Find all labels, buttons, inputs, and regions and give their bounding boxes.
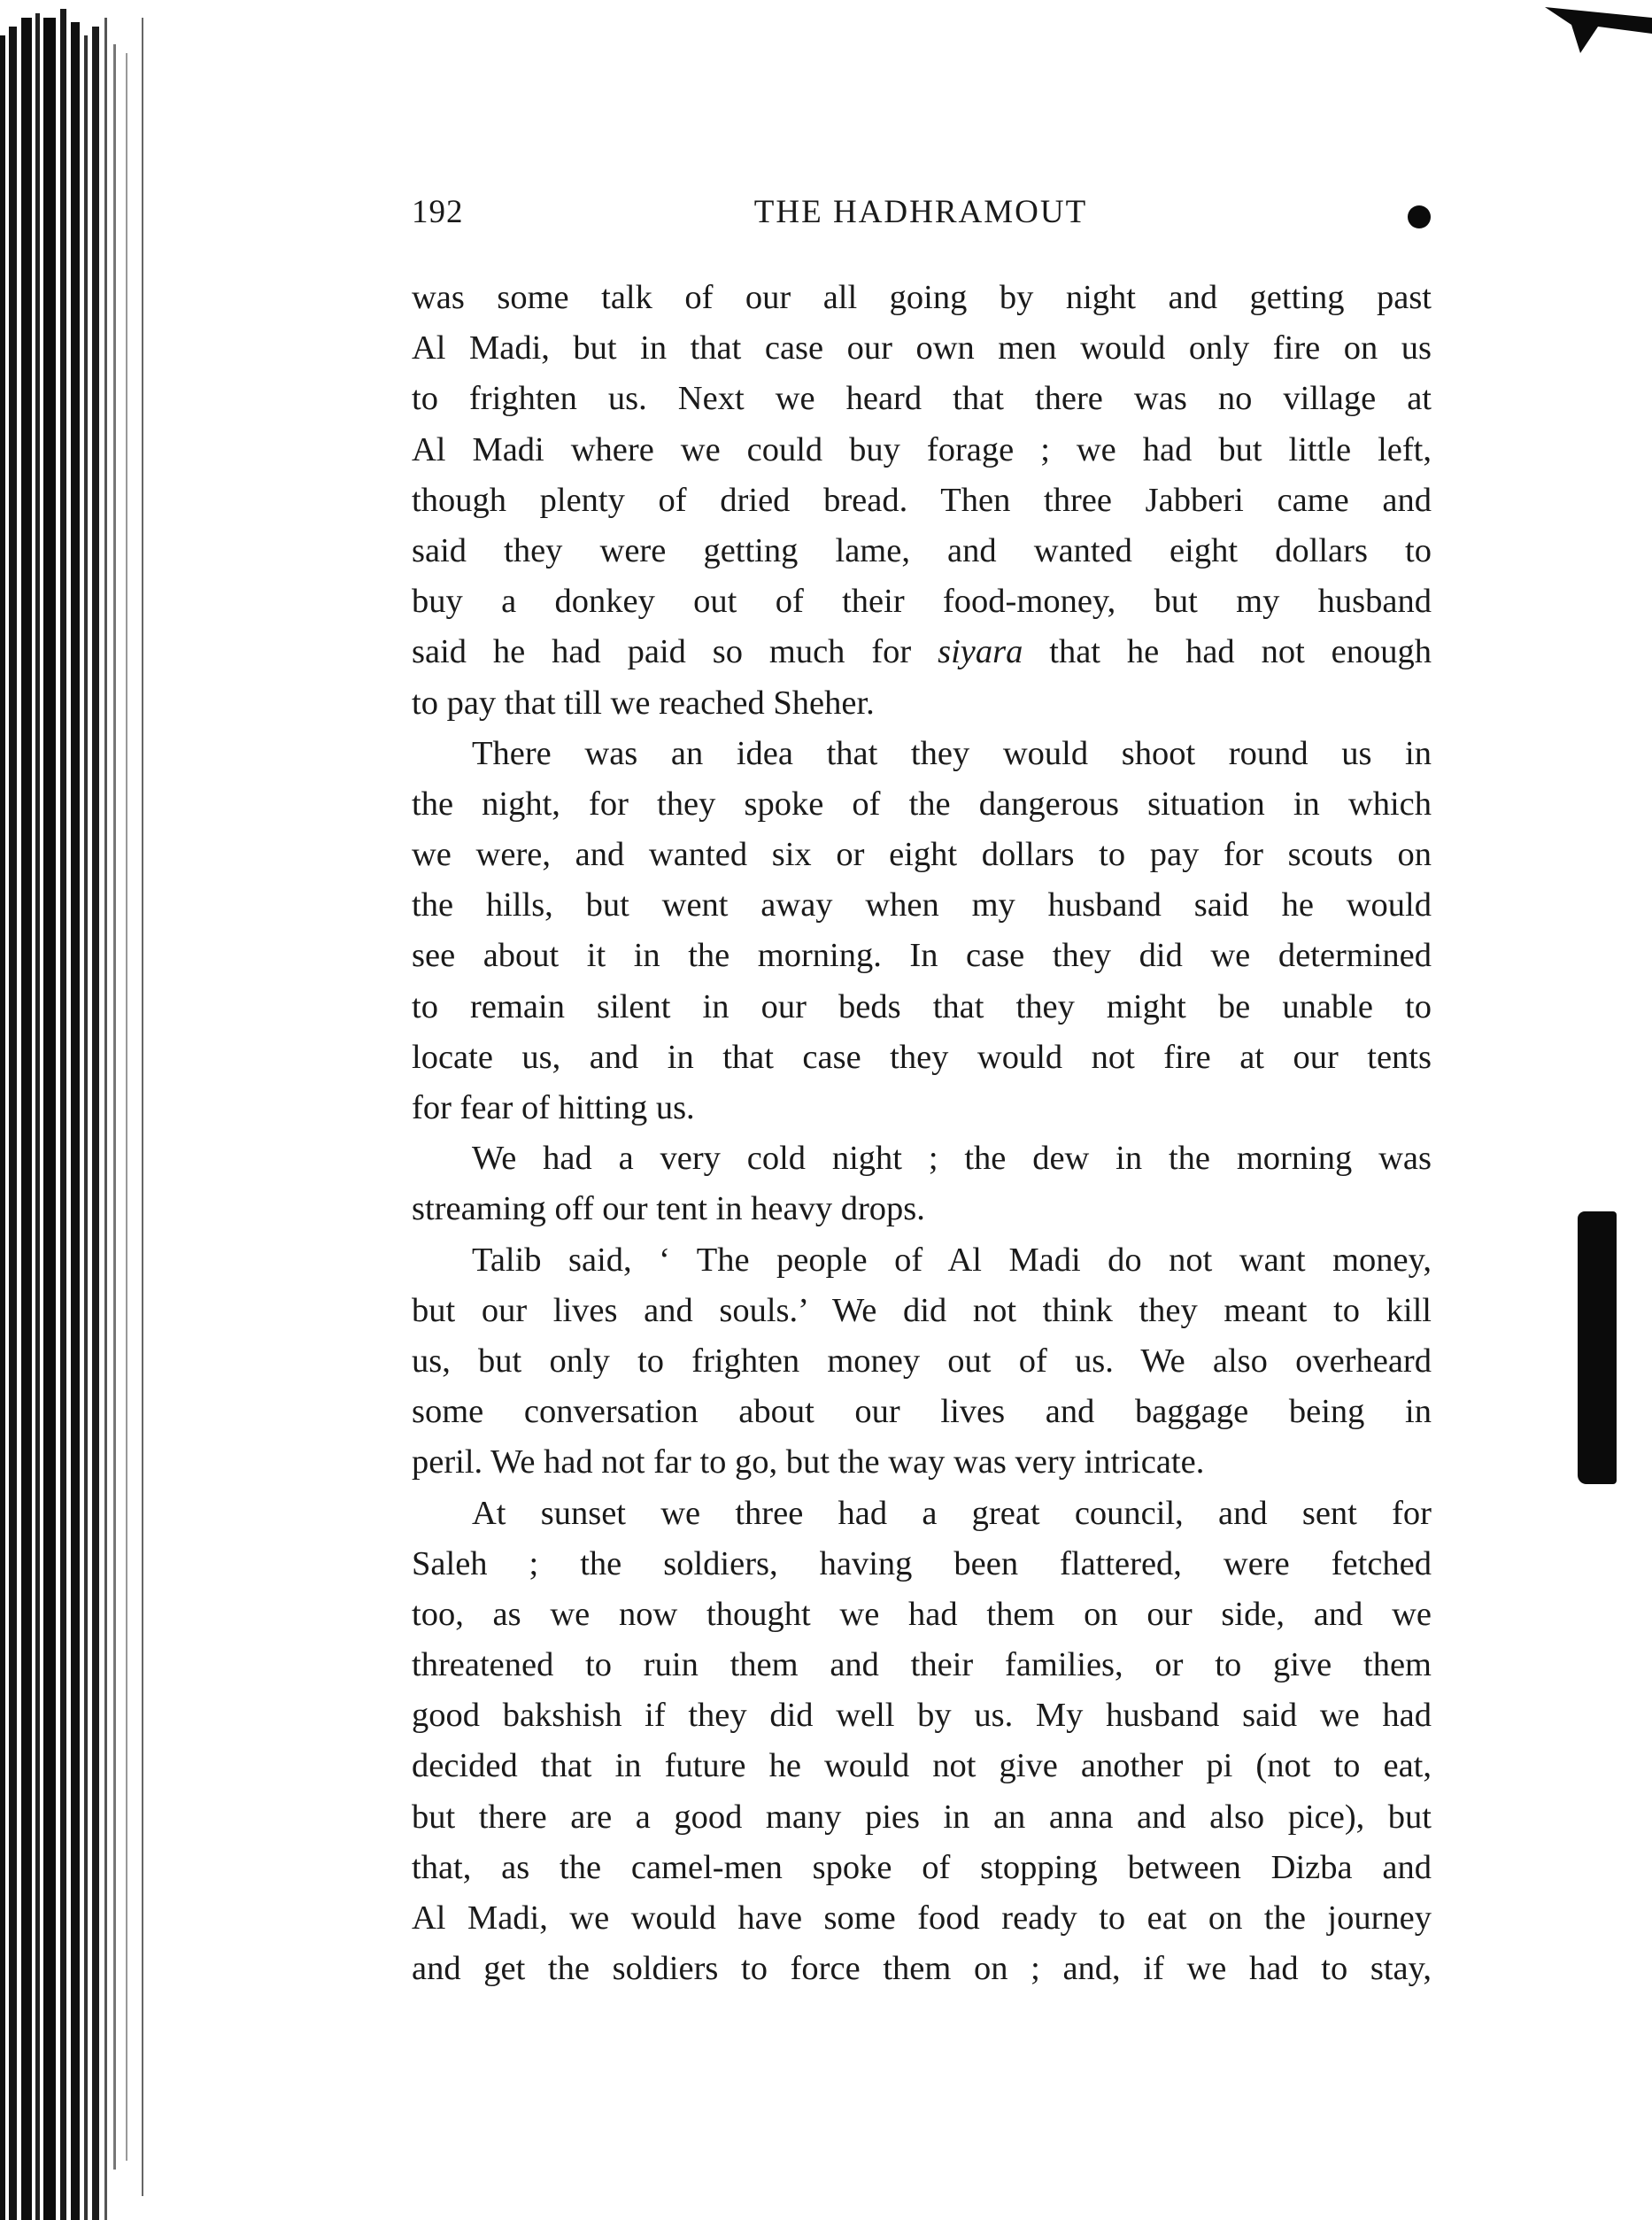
text-line: some conversation about our lives and baggage being in bbox=[412, 1393, 1432, 1431]
siyara-italic: siyara bbox=[938, 633, 1023, 671]
scan-edge-mark bbox=[1578, 1211, 1617, 1484]
text-line: Saleh ; the soldiers, having been flattered, were fetched bbox=[412, 1544, 1432, 1582]
text-line: to frighten us. Next we heard that there was no village at bbox=[412, 380, 1432, 418]
text-line: streaming off our tent in heavy drops. bbox=[412, 1190, 925, 1228]
paragraph-start: At sunset we three had a great council, and sent for bbox=[472, 1494, 1432, 1532]
text-line: Al Madi, but in that case our own men would only fire on us bbox=[412, 329, 1432, 367]
text-line: buy a donkey out of their food-money, but my husband bbox=[412, 583, 1432, 621]
text-line: too, as we now thought we had them on our side, and we bbox=[412, 1595, 1432, 1633]
page-header bbox=[412, 193, 1430, 246]
text-line: see about it in the morning. In case they did we determined bbox=[412, 937, 1432, 975]
text-line: though plenty of dried bread. Then three Jabberi came and bbox=[412, 481, 1432, 519]
text-line: but there are a good many pies in an anna and also pice), but bbox=[412, 1798, 1432, 1836]
text-line-siyara bbox=[412, 627, 1432, 677]
text-line: said they were getting lame, and wanted eight dollars to bbox=[412, 531, 1432, 569]
siyara-line-after: that he had not enough bbox=[1023, 633, 1432, 671]
text-line: Al Madi where we could buy forage ; we had but little left, bbox=[412, 430, 1432, 468]
page-number: 192 bbox=[412, 194, 464, 230]
text-line: Al Madi, we would have some food ready to eat on the journey bbox=[412, 1899, 1432, 1937]
scan-binding-shadow bbox=[0, 0, 159, 2220]
corner-mark bbox=[1545, 0, 1652, 62]
text-line: good bakshish if they did well by us. My husband said we had bbox=[412, 1697, 1432, 1735]
body-text bbox=[412, 273, 1432, 1994]
text-line: we were, and wanted six or eight dollars to pay for scouts on bbox=[412, 836, 1432, 874]
paragraph-start: Talib said, ‘ The people of Al Madi do not want money, bbox=[472, 1241, 1432, 1279]
text-line: to pay that till we reached Sheher. bbox=[412, 684, 875, 722]
text-line: the night, for they spoke of the dangerous situation in which bbox=[412, 785, 1432, 823]
text-line: and get the soldiers to force them on ; and, if we had to stay, bbox=[412, 1950, 1432, 1988]
text-line: but our lives and souls.’ We did not think they meant to kill bbox=[412, 1291, 1432, 1329]
text-line: for fear of hitting us. bbox=[412, 1089, 695, 1126]
text-line: to remain silent in our beds that they might be unable to bbox=[412, 987, 1432, 1025]
text-line: that, as the camel-men spoke of stopping between Dizba and bbox=[412, 1848, 1432, 1886]
text-line: the hills, but went away when my husband said he would bbox=[412, 886, 1432, 924]
text-line: decided that in future he would not give another pi (not to eat, bbox=[412, 1747, 1432, 1785]
paragraph-start: We had a very cold night ; the dew in the morning was bbox=[472, 1140, 1432, 1178]
text-line: peril. We had not far to go, but the way was very intricate. bbox=[412, 1443, 1205, 1481]
siyara-line-before: said he had paid so much for bbox=[412, 633, 938, 671]
text-line: threatened to ruin them and their families, or to give them bbox=[412, 1646, 1432, 1684]
text-line: was some talk of our all going by night and getting past bbox=[412, 279, 1432, 316]
running-title: THE HADHRAMOUT bbox=[753, 194, 1088, 230]
text-line: locate us, and in that case they would not fire at our tents bbox=[412, 1038, 1432, 1076]
text-line: us, but only to frighten money out of us. We also overheard bbox=[412, 1342, 1432, 1380]
paragraph-start: There was an idea that they would shoot round us in bbox=[472, 734, 1432, 772]
